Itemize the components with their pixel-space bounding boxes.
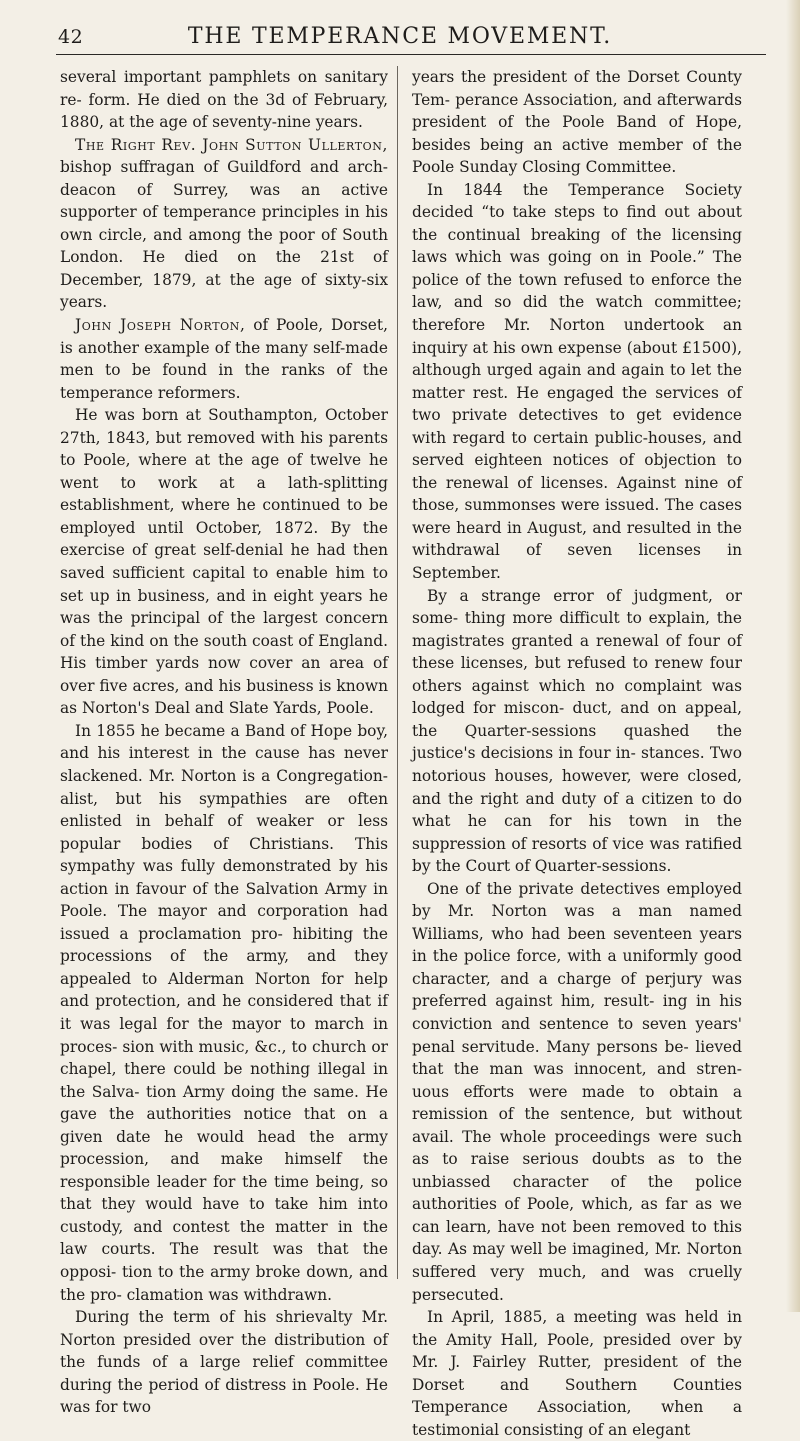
paragraph: several important pamphlets on sanitary re- form. He died on the 3d of February, 1880, at the age of seventy-nine years. [60, 68, 388, 132]
paragraph: years the president of the Dorset County Tem- perance Association, and afterwards president of the Poole Band of Hope, besides being an active member of the Poole Sunday Closing Committee. [412, 68, 742, 177]
paragraph-text: bishop suffragan of Guildford and arch- deacon of Surrey, was an active supporter of temperance principles in his own circle, and among the poor of South London. He died on the 21st of December, 1879, at the age of sixty-six years. [60, 158, 388, 312]
paragraph: In April, 1885, a meeting was held in the Amity Hall, Poole, presided over by Mr. J. Fairley Rutter, president of the Dorset and Southern Counties Temperance Association, when a testimonial consisting of an elegant [412, 1308, 742, 1439]
left-column [60, 66, 388, 1419]
paragraph: One of the private detectives employed by Mr. Norton was a man named Williams, who had been seventeen years in the police force, with a uniformly good character, and a charge of perjury was preferred against him, result- ing in his conviction and sentence to seven years' penal servitude. Many persons be- lieved that the man was innocent, and stren- uous efforts were made to obtain a remission of the sentence, but without avail. The whole proceedings were such as to raise serious doubts as to the unbiassed character of the police authorities of Poole, which, as far as we can learn, have not been removed to this day. As may well be imagined, Mr. Norton suffered very much, and was cruelly persecuted. [412, 879, 742, 1304]
running-title: THE TEMPERANCE MOVEMENT. [187, 24, 613, 49]
paragraph [60, 314, 388, 404]
page-number: 42 [58, 26, 84, 48]
right-column [412, 66, 742, 1441]
person-name: The Right Rev. John Sutton Ullerton, [75, 135, 388, 154]
paragraph: In 1855 he became a Band of Hope boy, and his interest in the cause has never slackened. Mr. Norton is a Congregation- alist, but his sympathies are often enlisted in behalf of weaker or less popular bodies of Christians. This sympathy was fully demonstrated by his action in favour of the Salvation Army in Poole. The mayor and corporation had issued a proclamation pro- hibiting the processions of the army, and they appealed to Alderman Norton for help and protection, and he considered that if it was legal for the mayor to march in proces- sion with music, &c., to church or chapel, there could be nothing illegal in the Salva- tion Army doing the same. He gave the authorities notice that on a given date he would head the army procession, and make himself the responsible leader for the time being, so that they would have to take him into custody, and contest the matter in the law courts. The result was that the opposi- tion to the army broke down, and the pro- clamation was withdrawn. [60, 721, 388, 1304]
paragraph: He was born at Southampton, October 27th, 1843, but removed with his parents to Poole, where at the age of twelve he went to work at a lath-splitting establishment, where he continued to be employed until October, 1872. By the exercise of great self-denial he had then saved sufficient capital to enable him to set up in business, and in eight years he was the principal of the largest concern of the kind on the south coast of England. His timber yards now cover an area of over five acres, and his business is known as Norton's Deal and Slate Yards, Poole. [60, 406, 388, 718]
paragraph: During the term of his shrievalty Mr. Norton presided over the distribution of the funds of a large relief committee during the period of distress in Poole. He was for two [60, 1308, 388, 1417]
paragraph [60, 134, 388, 314]
page-edge-stain [786, 0, 800, 1312]
header-rule [56, 54, 766, 55]
column-divider [397, 66, 398, 1279]
paragraph: By a strange error of judgment, or some- thing more difficult to explain, the magistrates granted a renewal of four of these licenses, but refused to renew four others against which no complaint was lodged for miscon- duct, and on appeal, the Quarter-sessions quashed the justice's decisions in four in- stances. Two notorious houses, however, were closed, and the right and duty of a citizen to do what he can for his town in the suppression of resorts of vice was ratified by the Court of Quarter-sessions. [412, 586, 742, 876]
paragraph: In 1844 the Temperance Society decided “to take steps to find out about the continual breaking of the licensing laws which was going on in Poole.” The police of the town refused to enforce the law, and so did the watch committee; therefore Mr. Norton undertook an inquiry at his own expense (about £1500), although urged again and again to let the matter rest. He engaged the services of two private detectives to get evidence with regard to certain public-houses, and served eighteen notices of objection to the renewal of licenses. Against nine of those, summonses were issued. The cases were heard in August, and resulted in the withdrawal of seven licenses in September. [412, 180, 742, 583]
person-name: John Joseph Norton, [75, 316, 246, 335]
paragraph-text: of Poole, Dorset, is another example of the many self-made men to be found in the ranks of the temperance reformers. [60, 316, 388, 402]
